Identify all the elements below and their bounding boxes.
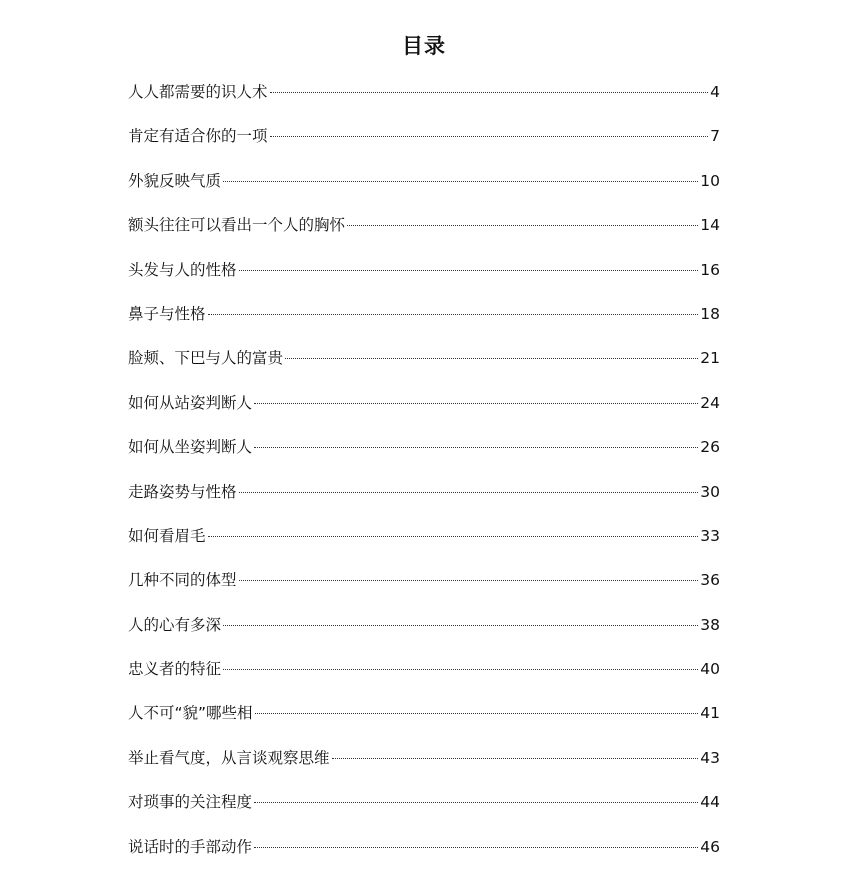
toc-entry-title: 肯定有适合你的一项 — [128, 127, 268, 146]
toc-entry-title: 头发与人的性格 — [128, 260, 237, 279]
dot-leader — [239, 270, 699, 271]
dot-leader — [254, 403, 698, 404]
toc-entry — [128, 522, 720, 566]
table-of-contents — [128, 78, 720, 877]
toc-entry-page-number: 14 — [700, 216, 720, 235]
toc-entry-title: 几种不同的体型 — [128, 571, 237, 590]
toc-entry-page-number: 43 — [700, 748, 720, 767]
dot-leader — [223, 669, 698, 670]
toc-entry-page-number: 40 — [700, 660, 720, 679]
toc-entry-page-number: 24 — [700, 393, 720, 412]
toc-entry-title: 举止看气度，从言谈观察思维 — [128, 748, 330, 767]
dot-leader — [285, 358, 698, 359]
toc-entry — [128, 78, 720, 122]
toc-entry-page-number: 33 — [700, 526, 720, 545]
toc-entry — [128, 611, 720, 655]
dot-leader — [223, 181, 698, 182]
toc-entry-page-number: 36 — [700, 571, 720, 590]
toc-entry — [128, 744, 720, 788]
dot-leader — [239, 492, 699, 493]
toc-entry — [128, 655, 720, 699]
toc-entry — [128, 300, 720, 344]
dot-leader — [255, 713, 699, 714]
dot-leader — [270, 92, 708, 93]
toc-entry-title: 人的心有多深 — [128, 615, 222, 634]
toc-entry — [128, 211, 720, 255]
toc-entry-page-number: 4 — [710, 83, 720, 101]
toc-entry-page-number: 18 — [700, 304, 720, 323]
toc-entry-page-number: 7 — [710, 127, 720, 146]
page-title: 目录 — [402, 34, 446, 58]
toc-entry-title: 说话时的手部动作 — [128, 837, 253, 856]
toc-entry-title: 如何从站姿判断人 — [128, 393, 253, 412]
toc-entry — [128, 788, 720, 832]
toc-entry — [128, 433, 720, 477]
toc-entry-page-number: 10 — [700, 171, 720, 190]
toc-entry-page-number: 26 — [700, 438, 720, 457]
toc-entry-page-number: 38 — [700, 615, 720, 634]
toc-entry — [128, 566, 720, 610]
toc-entry — [128, 699, 720, 743]
toc-entry-title: 如何看眉毛 — [128, 526, 206, 545]
toc-entry-title: 如何从坐姿判断人 — [128, 438, 253, 457]
dot-leader — [208, 314, 699, 315]
toc-entry-title: 鼻子与性格 — [128, 304, 206, 323]
toc-entry-title: 走路姿势与性格 — [128, 482, 237, 501]
dot-leader — [254, 802, 698, 803]
dot-leader — [347, 225, 698, 226]
toc-entry-page-number: 41 — [700, 704, 720, 723]
toc-entry — [128, 833, 720, 877]
toc-entry-title: 人人都需要的识人术 — [128, 83, 268, 101]
toc-entry-title: 忠义者的特征 — [128, 660, 222, 679]
toc-entry — [128, 478, 720, 522]
toc-entry-page-number: 44 — [700, 793, 720, 812]
dot-leader — [239, 580, 699, 581]
dot-leader — [254, 447, 698, 448]
toc-entry-title: 人不可“貌”哪些相 — [128, 704, 253, 723]
toc-entry-title: 额头往往可以看出一个人的胸怀 — [128, 216, 346, 235]
toc-entry — [128, 344, 720, 388]
toc-entry-page-number: 16 — [700, 260, 720, 279]
toc-entry — [128, 122, 720, 166]
toc-entry — [128, 167, 720, 211]
toc-entry-page-number: 30 — [700, 482, 720, 501]
toc-entry-title: 外貌反映气质 — [128, 171, 222, 190]
dot-leader — [332, 758, 699, 759]
toc-entry-page-number: 21 — [700, 349, 720, 368]
toc-entry-title: 脸颊、下巴与人的富贵 — [128, 349, 284, 368]
dot-leader — [270, 136, 708, 137]
toc-entry-title: 对琐事的关注程度 — [128, 793, 253, 812]
toc-entry-page-number: 46 — [700, 837, 720, 856]
dot-leader — [223, 625, 698, 626]
dot-leader — [208, 536, 699, 537]
toc-entry — [128, 256, 720, 300]
dot-leader — [254, 847, 698, 848]
toc-entry — [128, 389, 720, 433]
